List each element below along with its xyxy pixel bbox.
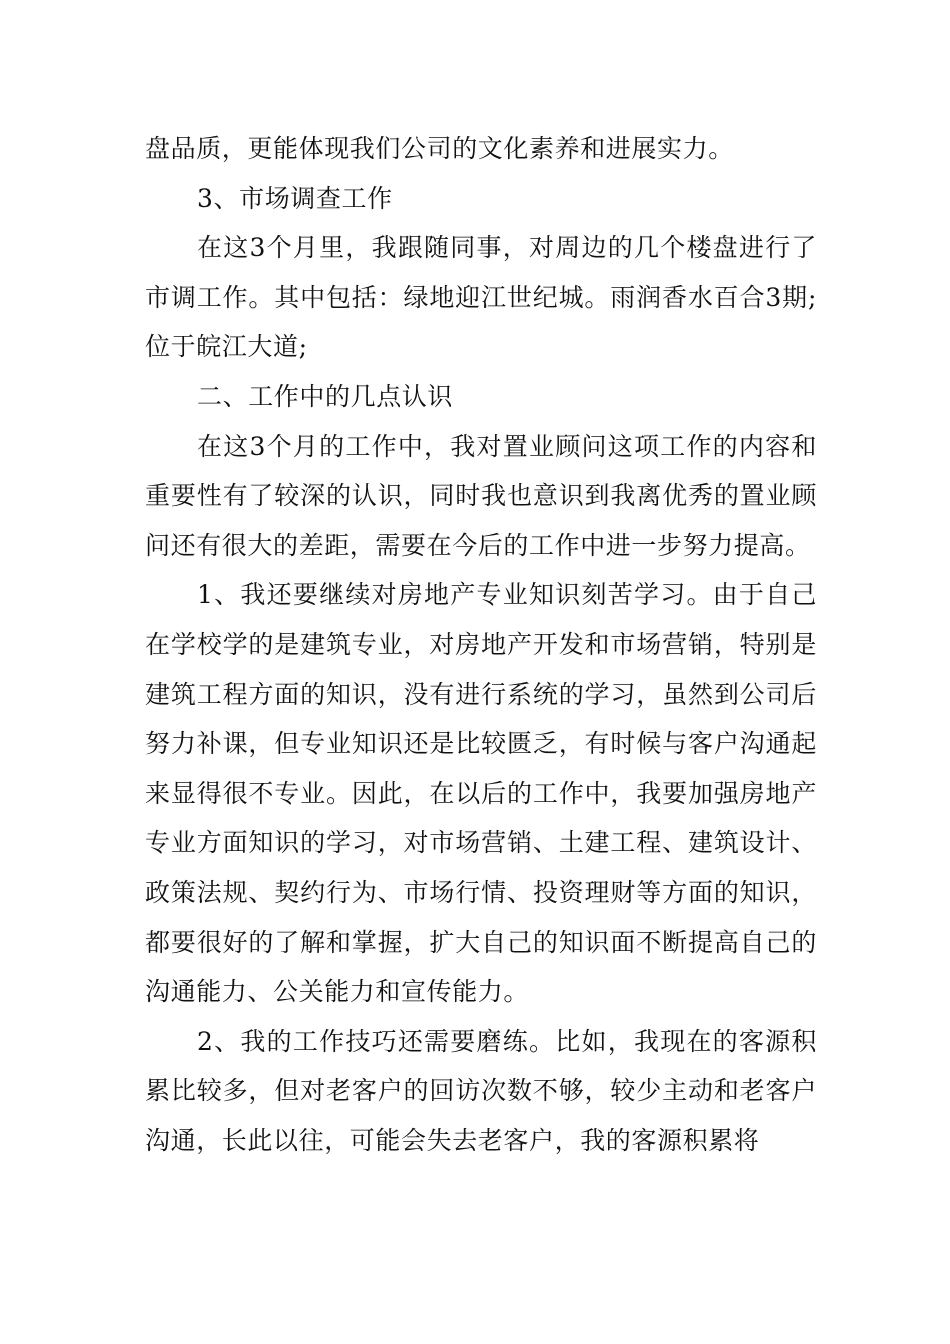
section-heading-market-survey: 3、市场调查工作	[197, 183, 393, 213]
paragraph-continuation: 盘品质，更能体现我们公司的文化素养和进展实力。	[145, 134, 734, 163]
section-heading-insights: 二、工作中的几点认识	[197, 381, 454, 411]
paragraph-point-2: 2、我的工作技巧还需要磨练。比如，我现在的客源积累比较多，但对老客户的回访次数不够，较少主动和老客户沟通，长此以往，可能会失去老客户，我的客源积累将	[145, 1026, 817, 1155]
paragraph-insights-intro: 在这3个月的工作中，我对置业顾问这项工作的内容和重要性有了较深的认识，同时我也意识到我离优秀的置业顾问还有很大的差距，需要在今后的工作中进一步努力提高。	[145, 431, 817, 560]
paragraph-market-survey: 在这3个月里，我跟随同事，对周边的几个楼盘进行了市调工作。其中包括：绿地迎江世纪城。雨润香水百合3期;位于皖江大道;	[145, 233, 817, 362]
paragraph-point-1: 1、我还要继续对房地产专业知识刻苦学习。由于自己在学校学的是建筑专业，对房地产开发和市场营销，特别是建筑工程方面的知识，没有进行系统的学习，虽然到公司后努力补课，但专业知识还是比较匮乏，有时候与客户沟通起来显得很不专业。因此，在以后的工作中，我要加强房地产专业方面知识的学习，对市场营销、土建工程、建筑设计、政策法规、契约行为、市场行情、投资理财等方面的知识，都要很好的了解和掌握，扩大自己的知识面不断提高自己的沟通能力、公关能力和宣传能力。	[145, 580, 817, 1007]
document-body	[145, 124, 817, 1165]
